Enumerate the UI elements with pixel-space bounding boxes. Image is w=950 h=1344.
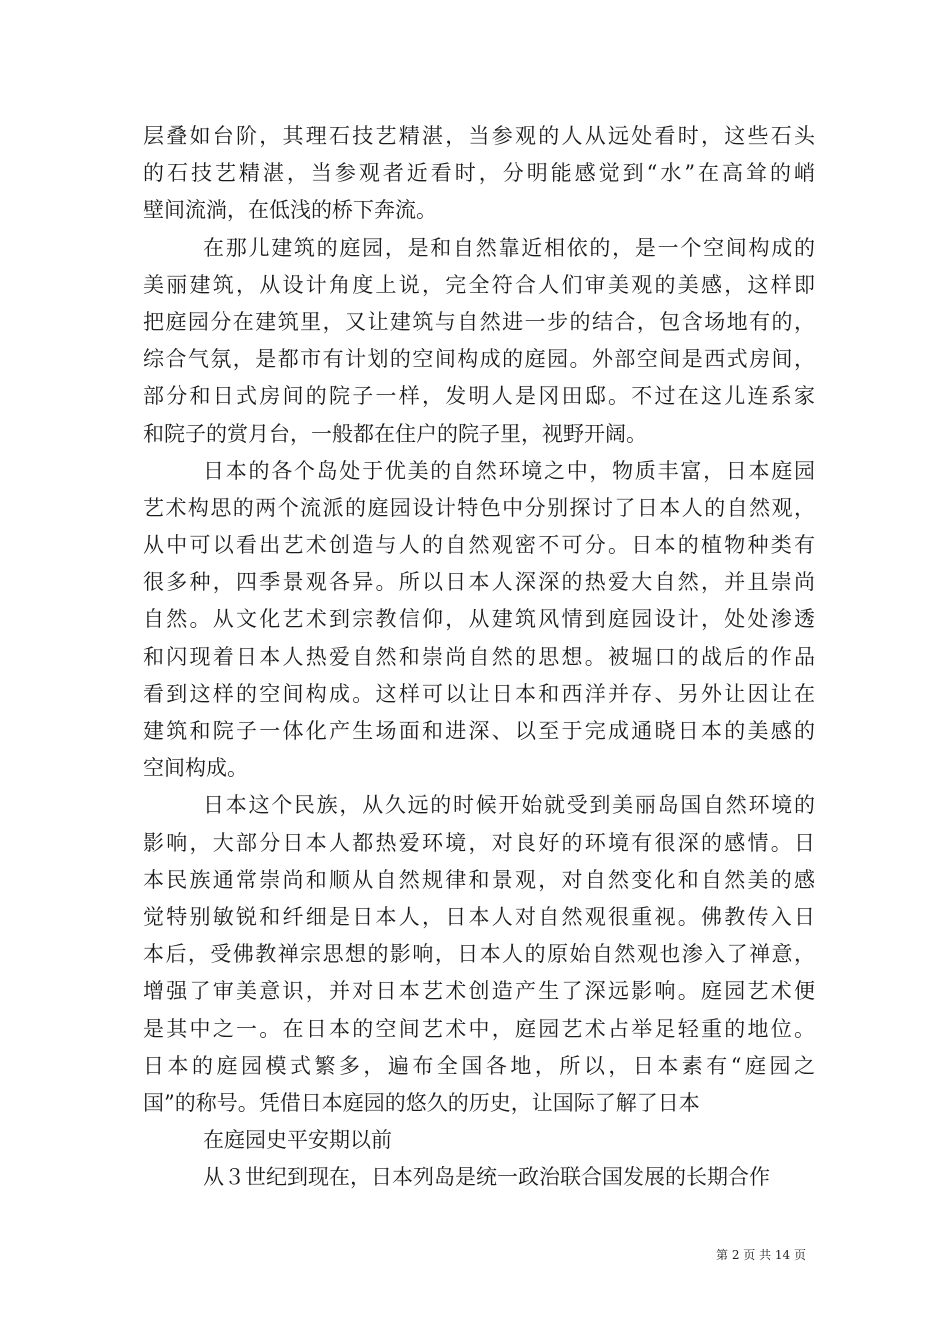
- paragraph-line: 的石技艺精湛，当参观者近看时，分明能感觉到“水”在高耸的峭: [143, 161, 815, 186]
- paragraph-line: 很多种，四季景观各异。所以日本人深深的热爱大自然，并且崇尚: [143, 570, 815, 595]
- paragraph-line: 层叠如台阶，其理石技艺精湛，当参观的人从远处看时，这些石头: [143, 124, 815, 148]
- paragraph-line: 在那儿建筑的庭园，是和自然靠近相依的，是一个空间构成的: [203, 235, 815, 260]
- paragraph-line: 建筑和院子一体化产生场面和进深、以至于完成通晓日本的美感的: [143, 719, 815, 743]
- paragraph-line: 影响，大部分日本人都热爱环境，对良好的环境有很深的感情。日: [143, 830, 815, 855]
- paragraph-line: 本民族通常崇尚和顺从自然规律和景观，对自然变化和自然美的感: [143, 867, 815, 892]
- paragraph-line: 国”的称号。凭借日本庭园的悠久的历史，让国际了解了日本: [143, 1090, 700, 1115]
- paragraph-line: 和院子的赏月台，一般都在住户的院子里，视野开阔。: [143, 421, 647, 446]
- paragraph-line: 从中可以看出艺术创造与人的自然观密不可分。日本的植物种类有: [143, 533, 815, 558]
- paragraph-line: 日本的各个岛处于优美的自然环境之中，物质丰富，日本庭园: [203, 458, 815, 483]
- paragraph-line: 本后，受佛教禅宗思想的影响，日本人的原始自然观也渗入了禅意，: [143, 942, 815, 967]
- paragraph-line: 是其中之一。在日本的空间艺术中，庭园艺术占举足轻重的地位。: [143, 1016, 815, 1041]
- paragraph-line: 自然。从文化艺术到宗教信仰，从建筑风情到庭园设计，处处渗透: [143, 607, 815, 632]
- page-number-footer: 第 2 页 共 14 页: [716, 1248, 806, 1262]
- paragraph-line: 综合气氛，是都市有计划的空间构成的庭园。外部空间是西式房间，: [143, 347, 815, 372]
- body-text: [143, 118, 815, 1196]
- paragraph-line: 增强了审美意识，并对日本艺术创造产生了深远影响。庭园艺术便: [143, 979, 815, 1004]
- paragraph-line: 日本的庭园模式繁多，遍布全国各地，所以，日本素有“庭园之: [143, 1053, 815, 1078]
- paragraph-line: 把庭园分在建筑里，又让建筑与自然进一步的结合，包含场地有的，: [143, 309, 815, 334]
- paragraph-line: 部分和日式房间的院子一样，发明人是冈田邸。不过在这儿连系家: [143, 384, 815, 409]
- paragraph-line: 觉特别敏锐和纤细是日本人，日本人对自然观很重视。佛教传入日: [143, 904, 815, 929]
- paragraph-line: 从３世纪到现在，日本列岛是统一政治联合国发展的长期合作: [203, 1165, 770, 1190]
- paragraph-line: 美丽建筑，从设计角度上说，完全符合人们审美观的美感，这样即: [143, 272, 815, 297]
- paragraph-line: 壁间流淌，在低浅的桥下奔流。: [143, 198, 437, 223]
- paragraph-line: 和闪现着日本人热爱自然和崇尚自然的思想。被堀口的战后的作品: [143, 644, 815, 669]
- paragraph-line: 日本这个民族，从久远的时候开始就受到美丽岛国自然环境的: [203, 793, 815, 818]
- paragraph-line: 看到这样的空间构成。这样可以让日本和西洋并存、另外让因让在: [143, 681, 815, 706]
- paragraph-line: 艺术构思的两个流派的庭园设计特色中分别探讨了日本人的自然观，: [143, 495, 815, 520]
- paragraph-line: 空间构成。: [143, 756, 248, 781]
- paragraph-line: 在庭园史平安期以前: [203, 1128, 392, 1153]
